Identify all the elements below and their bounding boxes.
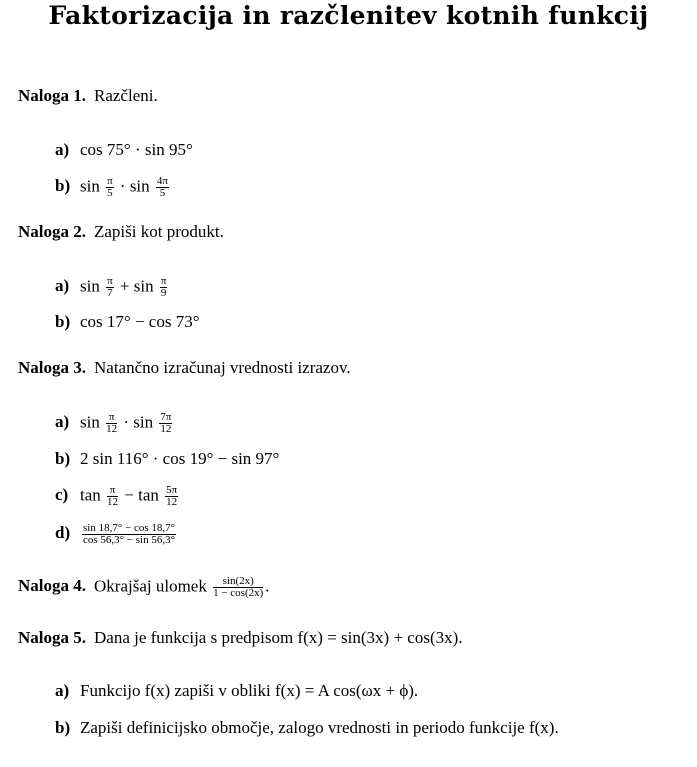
math-text: · sin — [119, 412, 158, 432]
task-label: Naloga 1. — [18, 86, 86, 105]
fraction — [106, 412, 117, 435]
fraction — [106, 276, 114, 299]
numerator: 4π — [156, 175, 168, 187]
task-label: Naloga 3. — [18, 358, 86, 377]
list-item — [55, 523, 178, 546]
denominator: 5 — [107, 187, 113, 199]
task-label: Naloga 4. — [18, 576, 86, 596]
list-item — [55, 312, 200, 332]
page-title: Faktorizacija in razčlenitev kotnih funkcij — [48, 1, 649, 30]
denominator: 5 — [159, 187, 166, 199]
task-2 — [18, 222, 224, 242]
task-text: Razčleni. — [94, 86, 158, 105]
task-text: Okrajšaj ulomek — [94, 576, 207, 596]
numerator: sin(2x) — [213, 576, 263, 588]
item-label: b) — [55, 718, 71, 737]
fraction — [160, 276, 168, 299]
denominator: 12 — [107, 496, 119, 508]
item-label: a) — [55, 140, 70, 159]
list-item — [55, 449, 279, 469]
task-1 — [18, 86, 158, 106]
fraction — [156, 176, 169, 199]
denominator: 12 — [106, 423, 118, 435]
math-text: sin — [80, 412, 105, 432]
math-expression: cos 17° − cos 73° — [80, 312, 200, 331]
task-label: Naloga 2. — [18, 222, 86, 241]
period: . — [265, 576, 270, 596]
fraction — [82, 523, 176, 546]
math-text: + sin — [115, 276, 158, 296]
task-text: Zapiši kot produkt. — [94, 222, 224, 241]
item-label: b) — [55, 312, 71, 331]
math-text: sin — [80, 276, 105, 296]
math-text: tan — [80, 485, 106, 505]
fraction — [165, 485, 178, 508]
numerator: π — [106, 412, 117, 424]
item-text: Funkcijo f(x) zapiši v obliki f(x) = A cos(ωx + ϕ). — [80, 681, 419, 700]
denominator: 12 — [166, 496, 178, 508]
task-text: Dana je funkcija s predpisom f(x) = sin(3x) + cos(3x). — [94, 628, 463, 647]
task-text: Natančno izračunaj vrednosti izrazov. — [94, 358, 351, 377]
list-item — [55, 140, 193, 160]
item-label: a) — [55, 276, 70, 296]
task-4 — [18, 576, 270, 599]
item-label: c) — [55, 485, 69, 505]
denominator: 12 — [160, 423, 172, 435]
numerator: 5π — [166, 484, 178, 496]
math-text: − tan — [120, 485, 164, 505]
denominator: cos 56,3° − sin 56,3° — [83, 534, 176, 546]
math-text: · sin — [115, 176, 154, 196]
numerator: π — [160, 275, 167, 287]
task-5 — [18, 628, 463, 648]
numerator: 7π — [160, 411, 172, 423]
list-item — [55, 485, 180, 508]
math-expression: cos 75° · sin 95° — [80, 140, 193, 159]
fraction — [159, 412, 172, 435]
fraction — [107, 485, 118, 508]
item-label: b) — [55, 176, 71, 196]
math-expression: 2 sin 116° · cos 19° − sin 97° — [80, 449, 280, 468]
item-label: a) — [55, 681, 70, 700]
list-item — [55, 412, 174, 435]
task-3 — [18, 358, 351, 378]
denominator: 9 — [160, 287, 167, 299]
item-label: a) — [55, 412, 70, 432]
item-label: d) — [55, 523, 71, 543]
list-item — [55, 681, 418, 701]
item-text: Zapiši definicijsko območje, zalogo vrednosti in periodo funkcije f(x). — [80, 718, 559, 737]
numerator: π — [107, 175, 113, 187]
task-label: Naloga 5. — [18, 628, 86, 647]
fraction — [106, 176, 114, 199]
list-item — [55, 276, 169, 299]
fraction — [213, 576, 263, 599]
numerator: π — [107, 485, 118, 497]
numerator: π — [107, 275, 113, 287]
list-item — [55, 718, 559, 738]
list-item — [55, 176, 171, 199]
denominator: 7 — [107, 287, 113, 299]
math-text: sin — [80, 176, 105, 196]
item-label: b) — [55, 449, 71, 468]
denominator: 1 − cos(2x) — [213, 587, 264, 599]
numerator: sin 18,7° − cos 18,7° — [83, 522, 176, 534]
